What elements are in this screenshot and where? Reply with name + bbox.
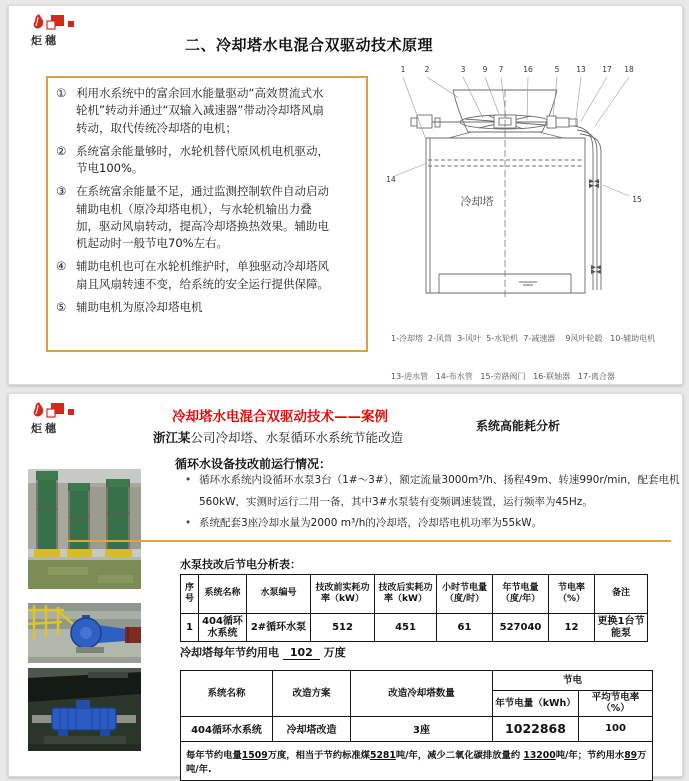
circulation-pump-photo [28, 603, 141, 663]
callout-9: 9 [482, 65, 488, 74]
callout-13: 13 [576, 65, 586, 74]
key-points-box [46, 76, 368, 352]
group-header: 节电 [493, 671, 653, 691]
point-text: 辅助电机也可在水轮机维护时，单独驱动冷却塔风扇且风扇转速不变，给系统的安全运行提供保障。 [76, 259, 329, 291]
point-text: 在系统富余能量不足，通过监测控制软件自动启动辅助电机（原冷却塔电机），与水轮机输出力叠加，驱动风扇转动，提高冷却塔换热效果。辅助电机起动时一般节电70%左右。 [76, 184, 329, 250]
table-footer-row [181, 741, 653, 780]
callout-14: 14 [386, 175, 396, 184]
point-item [56, 183, 358, 252]
bullet-text: 系统配套3座冷却水量为2000 m³/h的冷却塔，冷却塔电机功率为55kW。 [199, 517, 543, 530]
callout-15: 15 [632, 195, 642, 204]
diagram-caption-line2: 13-进水管 14-布水管 15-旁路阀门 16-联轴器 17-离合器 [391, 371, 615, 381]
logo-text: 炬穗 [31, 34, 59, 47]
point-item [56, 85, 358, 137]
orange-divider [67, 540, 671, 542]
foot-text: 万度，相当于节约标准煤 [267, 749, 370, 761]
cell: 512 [311, 614, 375, 642]
cell: 527040 [493, 614, 549, 642]
callout-18: 18 [624, 65, 634, 74]
col-header: 年节电量（kWh） [493, 691, 579, 717]
cell: 61 [437, 614, 493, 642]
case-subtitle-rest: 公司冷却塔、水泵循环水系统节能改造 [190, 430, 404, 445]
cooling-tower-site-photo [28, 469, 141, 589]
diagram-caption-line1: 1-冷却塔 2-风筒 3-风叶 5-水轮机 7-减速器 9风叶轮毂 10-辅助电机 [391, 333, 656, 343]
cell: 冷却塔改造 [273, 716, 351, 741]
logo-flame-icon [31, 14, 75, 31]
callout-1: 1 [400, 65, 406, 74]
col-header: 技改后实耗功率（kW） [375, 575, 437, 614]
logo [31, 14, 87, 47]
point-number: ④ [56, 259, 67, 274]
col-header: 系统名称 [199, 575, 247, 614]
cooling-tower-diagram [381, 60, 681, 409]
callout-3: 3 [460, 65, 466, 74]
callout-16: 16 [523, 65, 533, 74]
table-header-row [181, 671, 653, 691]
col-header: 年节电量（度/年） [493, 575, 549, 614]
col-header: 水泵编号 [247, 575, 311, 614]
cell: 404循环水系统 [199, 614, 247, 642]
cell: 451 [375, 614, 437, 642]
col-header: 改造方案 [273, 671, 351, 717]
retrofit-summary-table [180, 670, 653, 781]
foot-text: 吨/年，减少二氧化碳排放量约 [395, 749, 524, 761]
annual-saving-note [180, 644, 346, 660]
cell-annual-kwh: 1022868 [493, 716, 579, 741]
point-item [56, 143, 358, 178]
col-header: 技改前实耗功率（kW） [311, 575, 375, 614]
col-header: 系统名称 [181, 671, 273, 717]
foot-value: 89 [624, 749, 638, 761]
pump-table-title: 水泵技改后节电分析表： [180, 558, 301, 571]
point-number: ① [56, 86, 67, 100]
point-number: ③ [56, 184, 67, 199]
cell: 3座 [351, 716, 493, 741]
point-text: 系统富余能量够时，水轮机替代原风机电机驱动，节电100%。 [76, 143, 329, 175]
cell: 12 [549, 614, 595, 642]
callout-17: 17 [602, 65, 612, 74]
tower-label: 冷却塔 [460, 195, 494, 208]
slide2-title: 冷却塔水电混合双驱动技术——案例 [172, 409, 388, 425]
foot-text: 万吨/年. [186, 749, 647, 775]
cell: 更换1台节能泵 [595, 614, 648, 642]
foot-value: 5281 [369, 749, 396, 761]
bullet-text: 循环水系统内设循环水泵3台（1#～3#），额定流量3000m³/h、扬程49m、转速990r/min，配套电机560kW，实测时运行二用一备，其中3#水泵装有变频调速装置，运行频率为45Hz。 [199, 474, 680, 508]
dual-drive-motor-photo [28, 668, 141, 751]
summary-footnote [181, 741, 653, 780]
slide-case-study [8, 393, 683, 777]
point-text: 利用水系统中的富余回水能量驱动“高效贯流式水轮机”转动并通过“双输入减速器”带动冷却塔风扇转动，取代传统冷却塔的电机； [76, 86, 324, 135]
cell: 100 [579, 716, 653, 741]
cell: 2#循环水泵 [247, 614, 311, 642]
point-item [56, 299, 358, 316]
table-row [181, 716, 653, 741]
logo-flame-icon [31, 402, 75, 419]
col-header: 备注 [595, 575, 648, 614]
foot-text: 每年节约电量 [186, 749, 242, 761]
foot-value: 1509 [241, 749, 268, 761]
logo [31, 402, 87, 435]
point-number: ② [56, 143, 67, 158]
logo-text: 炬穗 [31, 422, 59, 435]
point-number: ⑤ [56, 299, 67, 314]
callout-5: 5 [554, 65, 560, 74]
slide-principle [8, 5, 683, 385]
table-header-row [181, 575, 648, 614]
bullet-list [185, 470, 683, 535]
point-text: 辅助电机为原冷却塔电机 [76, 299, 203, 314]
col-header: 平均节电率（%） [579, 691, 653, 717]
callout-2: 2 [424, 65, 430, 74]
foot-value: 13200 [523, 749, 556, 761]
energy-analysis-heading: 系统高能耗分析 [476, 419, 561, 433]
cooling-tower-drawing [381, 60, 677, 306]
note-value: 102 [283, 646, 320, 660]
bullet-icon: • [185, 474, 192, 486]
table-row [181, 614, 648, 642]
slide1-title: 二、冷却塔水电混合双驱动技术原理 [184, 36, 433, 54]
col-header: 改造冷却塔数量 [351, 671, 493, 717]
foot-text: 吨/年；节约用水 [555, 749, 625, 761]
col-header: 小时节电量（度/时） [437, 575, 493, 614]
callout-7: 7 [498, 65, 504, 74]
col-header: 序号 [181, 575, 199, 614]
case-company: 浙江某 [153, 430, 191, 445]
note-prefix: 冷却塔每年节约用电 [180, 646, 279, 659]
cell: 404循环水系统 [181, 716, 273, 741]
section-heading: 循环水设备技改前运行情况： [175, 457, 332, 471]
pump-savings-table [180, 574, 648, 642]
bullet-item [185, 470, 683, 513]
case-subtitle [153, 428, 403, 446]
bullet-item [185, 513, 683, 535]
point-item [56, 258, 358, 293]
bullet-icon: • [185, 517, 192, 530]
cell: 1 [181, 614, 199, 642]
col-header: 节电率（%） [549, 575, 595, 614]
note-suffix: 万度 [323, 646, 346, 659]
